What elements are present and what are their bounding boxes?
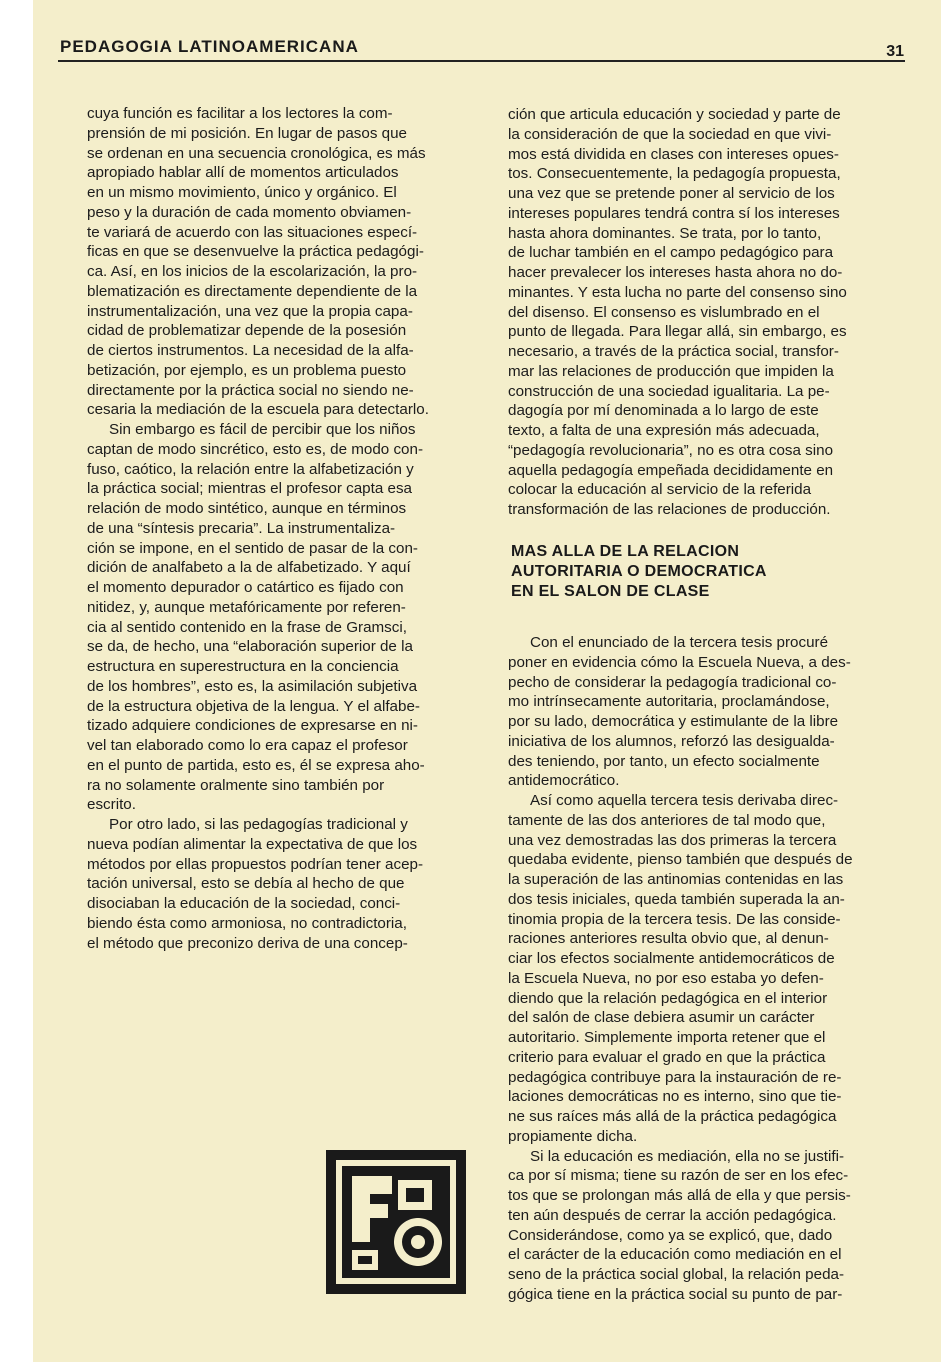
text-line: diendo que la relación pedagógica en el interior xyxy=(508,989,828,1007)
text-line: métodos por ellas propuestos podrían tener acep- xyxy=(87,855,424,873)
text-line: estructura en superestructura en la conciencia xyxy=(87,658,399,675)
text-line: autoritario. Simplemente importa retener que el xyxy=(508,1029,826,1046)
text-line: tizado adquiere condiciones de expresarse en ni- xyxy=(87,717,418,735)
section-heading xyxy=(511,542,891,602)
text-line: en un mismo movimiento, único y orgánico. El xyxy=(87,184,397,201)
text-line: poner en evidencia cómo la Escuela Nueva, a des- xyxy=(508,653,851,671)
page-number: 31 xyxy=(886,43,904,60)
text-line: colocar la educación al servicio de la referida xyxy=(508,481,812,499)
text-line: aquella pedagogía empeñada decididamente en xyxy=(508,461,834,479)
text-line: la consideración de que la sociedad en que vivi- xyxy=(508,125,832,143)
text-line: “pedagogía revolucionaria”, no es otra cosa sino xyxy=(508,441,834,459)
text-line: cuya función es facilitar a los lectores la com- xyxy=(87,105,393,122)
text-line: MAS ALLA DE LA RELACION xyxy=(511,543,740,560)
text-line: seno de la práctica social global, la relación peda- xyxy=(508,1266,845,1283)
paragraph xyxy=(87,420,485,815)
text-line: biendo ésta como armoniosa, no contradictoria, xyxy=(87,914,407,932)
text-line: de los hombres”, esto es, la asimilación subjetiva xyxy=(87,677,418,695)
text-line: la práctica social; mientras el profesor capta esa xyxy=(87,480,412,498)
text-line: ca. Así, en los inicios de la escolarización, la pro- xyxy=(87,263,418,280)
paragraph xyxy=(508,1147,902,1305)
text-line: instrumentalización, una vez que la propia capa- xyxy=(87,302,413,320)
text-line: fuso, caótico, la relación entre la alfabetización y xyxy=(87,460,414,478)
paragraph xyxy=(508,105,902,520)
text-line: directamente por la práctica social no siendo ne- xyxy=(87,381,414,399)
text-line: del salón de clase debiera asumir un carácter xyxy=(508,1009,815,1027)
text-line: gógica tiene en la práctica social su punto de par- xyxy=(508,1285,843,1303)
paragraph xyxy=(87,815,485,953)
paragraph xyxy=(508,633,902,791)
text-line: intereses populares tendrá contra sí los intereses xyxy=(508,204,840,222)
text-line: dagogía por mí denominada a lo largo de este xyxy=(508,402,819,420)
running-title: PEDAGOGIA LATINOAMERICANA xyxy=(60,37,359,56)
text-line: Si la educación es mediación, ella no se justifi- xyxy=(530,1147,845,1165)
left-column xyxy=(87,104,485,953)
text-line: punto de llegada. Para llegar allá, sin embargo, es xyxy=(508,323,847,341)
text-line: ten aún después de cerrar la acción pedagógica. xyxy=(508,1206,837,1224)
text-line: laciones democráticas no es interno, sino que tie- xyxy=(508,1088,842,1106)
text-line: tinomia propia de la tercera tesis. De las conside- xyxy=(508,910,841,928)
text-line: de la estructura objetiva de la lengua. Y el alfabe- xyxy=(87,697,420,715)
woodcut-ornament-icon xyxy=(322,1146,470,1298)
text-line: cia al sentido contenido en la frase de Gramsci, xyxy=(87,618,407,636)
text-line: transformación de las relaciones de producción. xyxy=(508,501,831,518)
text-line: ne sus raíces más allá de la práctica pedagógica xyxy=(508,1108,837,1125)
text-line: Con el enunciado de la tercera tesis procuré xyxy=(530,634,829,651)
text-line: EN EL SALON DE CLASE xyxy=(511,583,710,600)
text-line: el carácter de la educación como mediación en el xyxy=(508,1246,842,1264)
text-line: nitidez, y, aunque metafóricamente por referen- xyxy=(87,598,406,616)
page-header xyxy=(60,35,904,63)
header-rule xyxy=(58,60,905,62)
text-line: prensión de mi posición. En lugar de pasos que xyxy=(87,124,407,142)
right-column-top xyxy=(508,105,902,520)
text-line: hasta ahora dominantes. Se trata, por lo tanto, xyxy=(508,224,822,242)
text-line: se ordenan en una secuencia cronológica, es más xyxy=(87,144,426,162)
text-line: ción se impone, en el sentido de pasar de la con- xyxy=(87,539,418,557)
text-line: tos que se prolongan más allá de ella y que persis- xyxy=(508,1187,851,1204)
text-line: necesario, a través de la práctica social, transfor- xyxy=(508,343,839,360)
text-line: de una “síntesis precaria”. La instrumentaliza- xyxy=(87,519,396,537)
text-line: disociaban la educación de la sociedad, conci- xyxy=(87,895,401,912)
text-line: betización, por ejemplo, es un problema puesto xyxy=(87,361,407,379)
text-line: tación universal, esto se debía al hecho de que xyxy=(87,875,405,893)
text-line: cesaria la mediación de la escuela para detectarlo. xyxy=(87,401,429,419)
text-line: AUTORITARIA O DEMOCRATICA xyxy=(511,563,767,580)
text-line: propiamente dicha. xyxy=(508,1127,638,1145)
text-line: el momento depurador o catártico es fijado con xyxy=(87,579,404,596)
text-line: vel tan elaborado como lo era capaz el profesor xyxy=(87,737,408,754)
paragraph xyxy=(508,791,902,1147)
text-line: ca por sí misma; tiene su razón de ser en los efec- xyxy=(508,1167,849,1185)
text-line: construcción de una sociedad igualitaria. La pe- xyxy=(508,382,830,400)
text-line: relación de modo sintético, aunque en términos xyxy=(87,500,407,517)
text-line: Considerándose, como ya se explicó, que, dado xyxy=(508,1226,833,1244)
text-line: raciones anteriores resulta obvio que, al denun- xyxy=(508,930,829,948)
text-line: cidad de problematizar depende de la posesión xyxy=(87,322,407,340)
text-line: mar las relaciones de producción que impiden la xyxy=(508,362,834,380)
text-line: peso y la duración de cada momento obviamen- xyxy=(87,203,412,221)
text-line: escrito. xyxy=(87,796,136,814)
text-line: se da, de hecho, una “elaboración superior de la xyxy=(87,638,413,656)
text-line: una vez demostradas las dos primeras la tercera xyxy=(508,831,837,849)
text-line: ciar los efectos socialmente antidemocráticos de xyxy=(508,950,835,967)
text-line: mos está dividida en clases con intereses opues- xyxy=(508,145,839,163)
text-line: minantes. Y esta lucha no parte del consenso sino xyxy=(508,283,847,301)
right-column-bottom xyxy=(508,633,902,1305)
text-line: dos tesis iniciales, queda también superada la an- xyxy=(508,890,845,908)
text-line: iniciativa de los alumnos, reforzó las desigualda- xyxy=(508,732,835,750)
paragraph xyxy=(87,104,485,420)
text-line: antidemocrático. xyxy=(508,772,620,790)
text-line: ficas en que se desenvuelve la práctica pedagógi- xyxy=(87,243,424,261)
text-line: apropiado hablar allí de momentos articulados xyxy=(87,164,399,182)
text-line: te variará de acuerdo con las situaciones especí- xyxy=(87,223,418,241)
text-line: criterio para evaluar el grado en que la práctica xyxy=(508,1048,826,1066)
text-line: de luchar también en el campo pedagógico para xyxy=(508,244,834,262)
text-line: en el punto de partida, esto es, él se expresa aho- xyxy=(87,756,425,774)
text-line: una vez que se pretende poner al servicio de los xyxy=(508,185,835,202)
text-line: Así como aquella tercera tesis derivaba direc- xyxy=(530,792,839,809)
text-line: por su lado, democrática y estimulante de la libre xyxy=(508,713,839,730)
text-line: de ciertos instrumentos. La necesidad de la alfa- xyxy=(87,342,414,359)
text-line: quedaba evidente, pienso también que después de xyxy=(508,851,853,869)
text-line: des teniendo, por tanto, un efecto socialmente xyxy=(508,752,820,770)
text-line: ción que articula educación y sociedad y parte de xyxy=(508,106,841,123)
text-line: Sin embargo es fácil de percibir que los niños xyxy=(109,421,416,438)
text-line: ra no solamente oralmente sino también por xyxy=(87,776,385,794)
text-line: Por otro lado, si las pedagogías tradicional y xyxy=(109,816,408,833)
text-line: captan de modo sincrético, esto es, de modo con- xyxy=(87,440,424,458)
text-line: dición de analfabeto a la de alfabetizado. Y aquí xyxy=(87,559,411,577)
text-line: tamente de las dos anteriores de tal modo que, xyxy=(508,811,826,829)
text-line: texto, a falta de una expresión más adecuada, xyxy=(508,422,820,439)
text-line: tos. Consecuentemente, la pedagogía propuesta, xyxy=(508,165,841,183)
text-line: nueva podían alimentar la expectativa de que los xyxy=(87,835,418,853)
text-line: la Escuela Nueva, no por eso estaba yo defen- xyxy=(508,969,824,987)
text-line: pedagógica contribuye para la instauración de re- xyxy=(508,1068,842,1086)
text-line: el método que preconizo deriva de una concep- xyxy=(87,934,408,952)
text-line: del disenso. El consenso es vislumbrado en el xyxy=(508,303,820,321)
text-line: blematización es directamente dependiente de la xyxy=(87,282,418,300)
text-line: mo intrínsecamente autoritaria, proclamándose, xyxy=(508,693,830,711)
text-line: hacer prevalecer los intereses hasta ahora no do- xyxy=(508,264,843,281)
text-line: la superación de las antinomias contenidas en las xyxy=(508,871,844,888)
text-line: pecho de considerar la pedagogía tradicional co- xyxy=(508,673,837,691)
